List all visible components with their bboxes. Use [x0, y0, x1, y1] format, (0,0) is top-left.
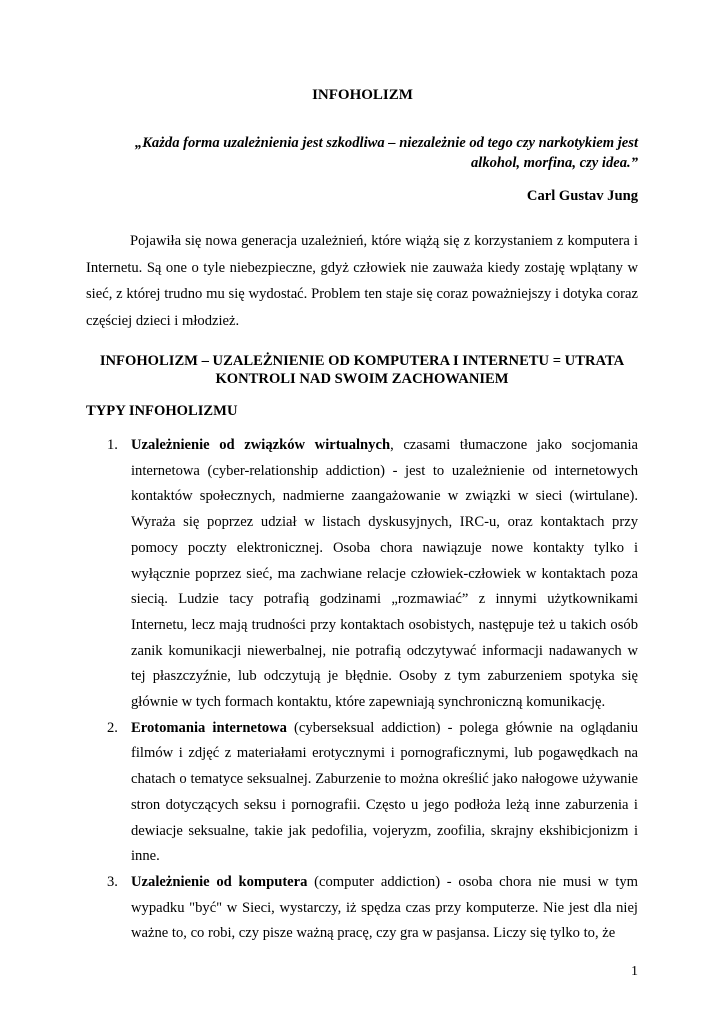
list-item-term: Erotomania internetowa	[131, 719, 287, 736]
list-item-term: Uzależnienie od związków wirtualnych	[131, 437, 391, 453]
types-subheading: TYPY INFOHOLIZMU	[86, 403, 238, 419]
list-item-text: (computer addiction) - osoba chora nie musi w tym wypadku "być" w Sieci, wystarczy, iż spędza czas przy komputerze. Nie jest dla niej ważne to, co robi, czy pisze ważną pracę, czy gra w pasjansa. Liczy się tylko to, że	[131, 873, 638, 942]
page-number: 1	[631, 964, 638, 979]
list-item-text: (cyberseksual addiction) - polega głównie na oglądaniu filmów i zdjęć z materiałami erotycznymi i pornograficznymi, lub pogawędkach na chatach o tematyce seksualnej. Zaburzenie to można określić jako nałogowe używanie stron dotyczących seksu i pornografii. Często u jego podłoża leżą inne zaburzenia i dewiacje seksualne, takie jak pedofilia, vojeryzm, zoofilia, skrajny ekshibicjonizm i inne.	[131, 719, 638, 865]
list-item	[86, 433, 638, 716]
list-item-number: 3.	[107, 873, 118, 890]
epigraph-quote: „Każda forma uzależnienia jest szkodliwa – niezależnie od tego czy narkotykiem jest alkohol, morfina, czy idea.”	[134, 135, 638, 171]
document-title: INFOHOLIZM	[312, 87, 413, 103]
section-heading: INFOHOLIZM – UZALEŻNIENIE OD KOMPUTERA I INTERNETU = UTRATA KONTROLI NAD SWOIM ZACHOWANIEM	[99, 353, 625, 387]
list-item-number: 1.	[107, 437, 118, 453]
types-list	[86, 433, 638, 947]
list-item	[86, 870, 638, 947]
epigraph-author: Carl Gustav Jung	[526, 188, 638, 204]
list-item-number: 2.	[107, 719, 118, 736]
intro-paragraph: Pojawiła się nowa generacja uzależnień, które wiążą się z korzystaniem z komputera i Internetu. Są one o tyle niebezpieczne, gdyż człowiek nie zauważa kiedy zostaję wplątany w sieć, z której trudno mu się wydostać. Problem ten staje się coraz poważniejszy i dotyka coraz częściej dzieci i młodzież.	[86, 233, 638, 329]
list-item-text: , czasami tłumaczone jako socjomania internetowa (cyber-relationship addiction) - jest to uzależnienie od internetowych kontaktów społecznych, nadmierne zaangażowanie w związki w sieci (wirtulane). Wyraża się poprzez udział w listach dyskusyjnych, IRC-u, oraz kontaktach przy pomocy poczty elektronicznej. Osoba chora nawiązuje nowe kontakty tylko i wyłącznie poprzez sieć, ma zachwiane relacje człowiek-człowiek w kontaktach poza siecią. Ludzie tacy potrafią godzinami „rozmawiać” z innymi użytkownikami Internetu, lecz mają trudności przy kontaktach osobistych, następuje też u takich osób zanik komunikacji niewerbalnej, nie potrafią odczytywać informacji nadawanych w tej płaszczyźnie, lub odczytują je błędnie. Osoby z tym zaburzeniem spotyka się głównie w tych formach kontaktu, które zapewniają synchroniczną komunikację.	[131, 437, 638, 711]
list-item-term: Uzależnienie od komputera	[131, 873, 308, 890]
list-item	[86, 716, 638, 870]
